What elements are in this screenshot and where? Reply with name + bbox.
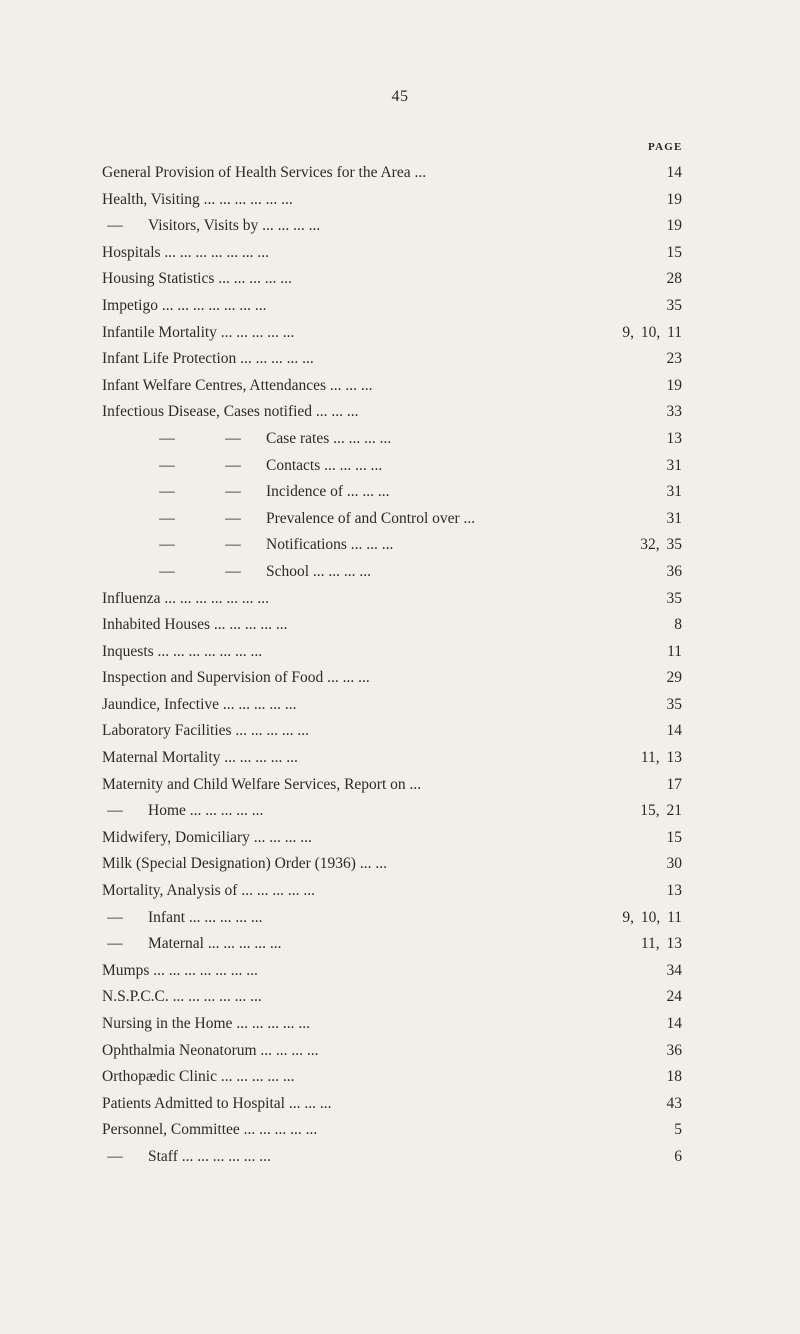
index-entry bbox=[102, 346, 682, 373]
page-column-heading: PAGE bbox=[648, 141, 683, 153]
continuation-dash: — bbox=[107, 217, 123, 235]
index-entry-label: Orthopædic Clinic ... ... ... ... ... bbox=[102, 1068, 295, 1086]
index-entry-page: 35 bbox=[666, 589, 682, 607]
index-entry bbox=[102, 479, 682, 506]
continuation-dash: — bbox=[159, 536, 175, 554]
index-entry-label: Ophthalmia Neonatorum ... ... ... ... bbox=[102, 1041, 319, 1059]
index-entry-page: 19 bbox=[666, 190, 682, 208]
index-entry bbox=[102, 1011, 682, 1038]
continuation-dash: — bbox=[107, 802, 123, 820]
index-entry-label: Laboratory Facilities ... ... ... ... ... bbox=[102, 722, 310, 740]
index-entry bbox=[102, 612, 682, 639]
index-entry bbox=[102, 692, 682, 719]
index-entry-label: Prevalence of and Control over ... bbox=[266, 509, 476, 527]
index-entry-page: 19 bbox=[666, 217, 682, 235]
index-entry-label: Infant ... ... ... ... ... bbox=[148, 908, 263, 926]
index-entry-label: Visitors, Visits by ... ... ... ... bbox=[148, 217, 321, 235]
index-entry-page: 35 bbox=[666, 296, 682, 314]
index-entry bbox=[102, 851, 682, 878]
index-entry-label: Milk (Special Designation) Order (1936) ... ... bbox=[102, 855, 387, 873]
index-entry bbox=[102, 320, 682, 347]
index-entry-label: Personnel, Committee ... ... ... ... ... bbox=[102, 1121, 318, 1139]
index-entry-label: Housing Statistics ... ... ... ... ... bbox=[102, 270, 292, 288]
index-entry bbox=[102, 745, 682, 772]
index-entry bbox=[102, 532, 682, 559]
index-entry-label: Infant Life Protection ... ... ... ... ... bbox=[102, 350, 314, 368]
index-entry-page: 35 bbox=[666, 695, 682, 713]
index-entry-label: N.S.P.C.C. ... ... ... ... ... ... bbox=[102, 988, 262, 1006]
index-entry-label: Home ... ... ... ... ... bbox=[148, 802, 264, 820]
index-entry-page: 34 bbox=[666, 961, 682, 979]
index-entry bbox=[102, 984, 682, 1011]
index-entry bbox=[102, 187, 682, 214]
index-entry-label: Incidence of ... ... ... bbox=[266, 483, 390, 501]
index-entry-label: Midwifery, Domiciliary ... ... ... ... bbox=[102, 828, 312, 846]
index-entry-page: 43 bbox=[666, 1094, 682, 1112]
continuation-dash: — bbox=[107, 1147, 123, 1165]
index-entry-page: 29 bbox=[666, 669, 682, 687]
index-entry-page: 18 bbox=[666, 1068, 682, 1086]
index-entry-page: 5 bbox=[674, 1121, 682, 1139]
index-entry bbox=[102, 506, 682, 533]
continuation-dash: — bbox=[159, 509, 175, 527]
continuation-dash: — bbox=[159, 456, 175, 474]
index-entry-label: Staff ... ... ... ... ... ... bbox=[148, 1147, 271, 1165]
index-entry-label: Notifications ... ... ... bbox=[266, 536, 394, 554]
index-entry-label: Inquests ... ... ... ... ... ... ... bbox=[102, 642, 263, 660]
index-entry-label: Health, Visiting ... ... ... ... ... ... bbox=[102, 190, 293, 208]
index-entry-page: 9, 10, 11 bbox=[622, 323, 682, 341]
index-entry-page: 13 bbox=[666, 429, 682, 447]
index-entry-page: 31 bbox=[666, 483, 682, 501]
index-entry bbox=[102, 798, 682, 825]
index-entry-page: 32, 35 bbox=[640, 536, 682, 554]
index-entry-page: 14 bbox=[666, 722, 682, 740]
index-entry-page: 33 bbox=[666, 403, 682, 421]
index-entry-page: 17 bbox=[666, 775, 682, 793]
index-entry bbox=[102, 1064, 682, 1091]
index-entry-label: Maternal Mortality ... ... ... ... ... bbox=[102, 749, 298, 767]
index-entry-page: 15 bbox=[666, 243, 682, 261]
index-entry bbox=[102, 213, 682, 240]
index-entry bbox=[102, 1117, 682, 1144]
index-entry-page: 11 bbox=[667, 642, 682, 660]
index-entry-page: 9, 10, 11 bbox=[622, 908, 682, 926]
index-entry bbox=[102, 639, 682, 666]
index-entry-label: Impetigo ... ... ... ... ... ... ... bbox=[102, 296, 267, 314]
index-entry-label: Case rates ... ... ... ... bbox=[266, 429, 392, 447]
index-entry-label: Jaundice, Infective ... ... ... ... ... bbox=[102, 695, 297, 713]
index-entry bbox=[102, 1144, 682, 1171]
index-entry-label: Mortality, Analysis of ... ... ... ... ... bbox=[102, 882, 315, 900]
continuation-dash: — bbox=[225, 509, 241, 527]
index-entry-page: 31 bbox=[666, 509, 682, 527]
index-entry-page: 13 bbox=[666, 882, 682, 900]
index-entry-label: General Provision of Health Services for the Area ... bbox=[102, 164, 427, 181]
index-entry-page: 19 bbox=[666, 376, 682, 394]
index-entry-label: Contacts ... ... ... ... bbox=[266, 456, 383, 474]
index-entry-page: 24 bbox=[666, 988, 682, 1006]
continuation-dash: — bbox=[225, 429, 241, 447]
index-entry bbox=[102, 665, 682, 692]
index-entry-page: 31 bbox=[666, 456, 682, 474]
index-entry bbox=[102, 931, 682, 958]
index-entry bbox=[102, 266, 682, 293]
index-entry bbox=[102, 559, 682, 586]
index-entry-page: 36 bbox=[666, 1041, 682, 1059]
index-entry-label: Infectious Disease, Cases notified ... ... ... bbox=[102, 403, 359, 421]
index-entry-page: 36 bbox=[666, 562, 682, 580]
index-entry-page: 15, 21 bbox=[640, 802, 682, 820]
index-entry-label: Patients Admitted to Hospital ... ... ... bbox=[102, 1094, 332, 1112]
index-entry-label: Influenza ... ... ... ... ... ... ... bbox=[102, 589, 270, 607]
index-entry bbox=[102, 160, 682, 187]
index-entry bbox=[102, 1038, 682, 1065]
index-entry bbox=[102, 586, 682, 613]
index-entry-page: 11, 13 bbox=[640, 749, 682, 767]
index-entry bbox=[102, 825, 682, 852]
index-entry-label: Infantile Mortality ... ... ... ... ... bbox=[102, 323, 295, 341]
index-entry bbox=[102, 240, 682, 267]
continuation-dash: — bbox=[159, 429, 175, 447]
index-entry bbox=[102, 373, 682, 400]
index-entry bbox=[102, 426, 682, 453]
index-entry bbox=[102, 772, 682, 799]
index-entry-page: 30 bbox=[666, 855, 682, 873]
index-entry bbox=[102, 293, 682, 320]
index-entry-label: Maternity and Child Welfare Services, Report on ... bbox=[102, 775, 422, 793]
continuation-dash: — bbox=[225, 562, 241, 580]
index-entry bbox=[102, 958, 682, 985]
index-entry-label: Infant Welfare Centres, Attendances ... ... ... bbox=[102, 376, 373, 394]
index-entry-page: 15 bbox=[666, 828, 682, 846]
index-entry-page: 6 bbox=[674, 1147, 682, 1165]
index-entry-page: 28 bbox=[666, 270, 682, 288]
continuation-dash: — bbox=[159, 483, 175, 501]
continuation-dash: — bbox=[159, 562, 175, 580]
continuation-dash: — bbox=[107, 908, 123, 926]
index-entry bbox=[102, 1091, 682, 1118]
index-entry bbox=[102, 878, 682, 905]
index-entry-label: Mumps ... ... ... ... ... ... ... bbox=[102, 961, 258, 979]
index-entry bbox=[102, 718, 682, 745]
page-number: 45 bbox=[391, 88, 409, 105]
continuation-dash: — bbox=[225, 483, 241, 501]
index-entry-page: 8 bbox=[674, 616, 682, 634]
index-entry-page: 14 bbox=[666, 164, 682, 181]
continuation-dash: — bbox=[107, 935, 123, 953]
index-entry-page: 14 bbox=[666, 1015, 682, 1032]
index-entry-label: Maternal ... ... ... ... ... bbox=[148, 935, 282, 953]
continuation-dash: — bbox=[225, 456, 241, 474]
index-entry-page: 23 bbox=[666, 350, 682, 368]
index-entry bbox=[102, 453, 682, 480]
index-entry bbox=[102, 905, 682, 932]
index-entry-label: School ... ... ... ... bbox=[266, 562, 372, 580]
index-entry-label: Inspection and Supervision of Food ... ... ... bbox=[102, 669, 370, 687]
index-entry bbox=[102, 399, 682, 426]
index-entry-page: 11, 13 bbox=[640, 935, 682, 953]
index-entry-label: Hospitals ... ... ... ... ... ... ... bbox=[102, 243, 270, 261]
index-list bbox=[102, 160, 682, 1171]
continuation-dash: — bbox=[225, 536, 241, 554]
index-entry-label: Nursing in the Home ... ... ... ... ... bbox=[102, 1015, 310, 1032]
index-entry-label: Inhabited Houses ... ... ... ... ... bbox=[102, 616, 288, 634]
